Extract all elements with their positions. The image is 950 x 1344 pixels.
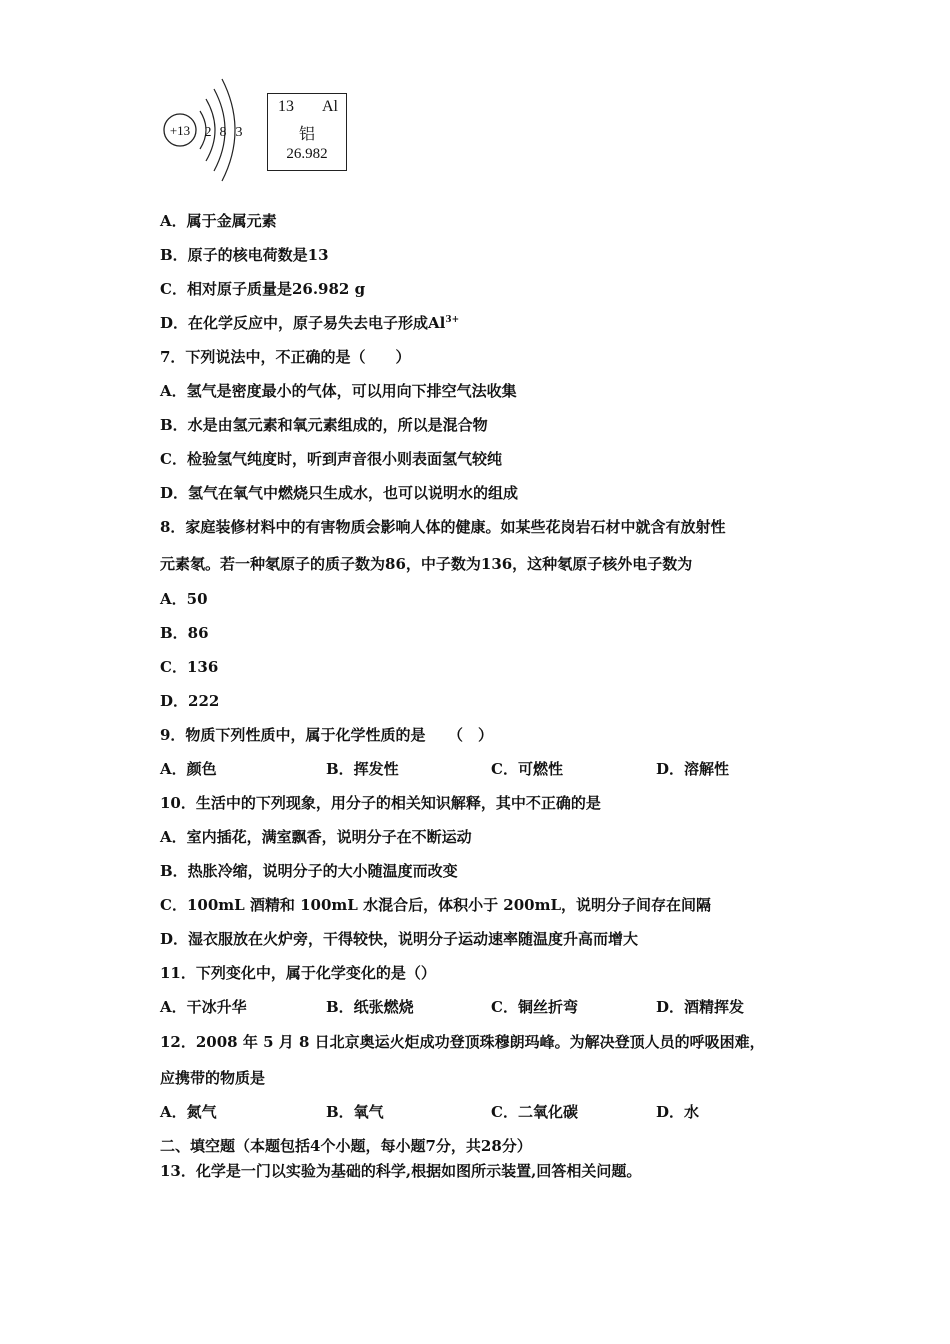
q8-option-d: D．222 [160,692,220,710]
q8-option-c: C．136 [160,658,219,676]
q6-option-a: A．属于金属元素 [160,212,277,230]
q12-option-a: A．氮气 [160,1103,217,1121]
q11-option-c: C．铜丝折弯 [491,998,578,1016]
q8-option-a: A．50 [160,590,208,608]
q9-option-c: C．可燃性 [491,760,563,778]
ion-charge-superscript: 3+ [445,315,460,325]
q10-option-a: A．室内插花，满室飘香，说明分子在不断运动 [160,828,472,846]
q8-stem-line2: 元素氡。若一种氡原子的质子数为86，中子数为136，这种氡原子核外电子数为 [160,555,693,573]
q6-option-d-text: D．在化学反应中，原子易失去电子形成Al [160,314,446,332]
q8-option-b: B．86 [160,624,209,642]
q12-option-c: C．二氧化碳 [491,1103,578,1121]
q6-option-b: B．原子的核电荷数是13 [160,246,329,264]
atomic-number: 13 [278,98,294,115]
q8-stem-line1: 8．家庭装修材料中的有害物质会影响人体的健康。如某些花岗岩石材中就含有放射性 [160,518,726,536]
q12-stem-line1: 12．2008 年 5 月 8 日北京奥运火炬成功登顶珠穆朗玛峰。为解决登顶人员的呼吸困难， [160,1033,765,1051]
nucleus-charge: +13 [169,123,191,138]
q13-stem: 13．化学是一门以实验为基础的科学,根据如图所示装置,回答相关问题。 [160,1162,642,1180]
q11-stem: 11．下列变化中，属于化学变化的是（） [160,964,436,982]
q12-option-b: B．氧气 [326,1103,384,1121]
element-symbol: Al [322,98,338,115]
q6-option-d [160,313,459,333]
q10-option-b: B．热胀冷缩，说明分子的大小随温度而改变 [160,862,458,880]
atomic-mass: 26.982 [286,146,328,162]
q12-option-d: D．水 [656,1103,700,1121]
shell-2-electrons: 8 [219,125,227,140]
aluminum-atom-structure-diagram [160,75,255,185]
q10-stem: 10．生活中的下列现象，用分子的相关知识解释，其中不正确的是 [160,794,601,812]
q9-option-b: B．挥发性 [326,760,399,778]
q10-option-d: D．湿衣服放在火炉旁，干得较快，说明分子运动速率随温度升高而增大 [160,930,639,948]
shell-1-electrons: 2 [204,125,212,140]
q7-option-b: B．水是由氢元素和氧元素组成的，所以是混合物 [160,416,488,434]
q7-stem: 7．下列说法中，不正确的是（ ） [160,348,411,366]
q12-stem-line2: 应携带的物质是 [160,1069,266,1087]
q11-option-b: B．纸张燃烧 [326,998,414,1016]
shell-3-electrons: 3 [235,125,243,140]
q7-option-d: D．氢气在氧气中燃烧只生成水，也可以说明水的组成 [160,484,519,502]
q6-option-c: C．相对原子质量是26.982 g [160,280,366,298]
element-name: 铝 [298,126,315,143]
q9-stem: 9．物质下列性质中，属于化学性质的是 （ ） [160,726,493,744]
q11-option-d: D．酒精挥发 [656,998,745,1016]
q9-option-a: A．颜色 [160,760,217,778]
section-2-heading: 二、填空题（本题包括4个小题，每小题7分，共28分） [160,1137,532,1155]
q10-option-c: C．100mL 酒精和 100mL 水混合后，体积小于 200mL，说明分子间存在间隔 [160,896,712,914]
periodic-table-cell [267,93,347,171]
q7-option-a: A．氢气是密度最小的气体，可以用向下排空气法收集 [160,382,517,400]
q9-option-d: D．溶解性 [656,760,730,778]
q11-option-a: A．干冰升华 [160,998,247,1016]
q7-option-c: C．检验氢气纯度时，听到声音很小则表面氢气较纯 [160,450,502,468]
